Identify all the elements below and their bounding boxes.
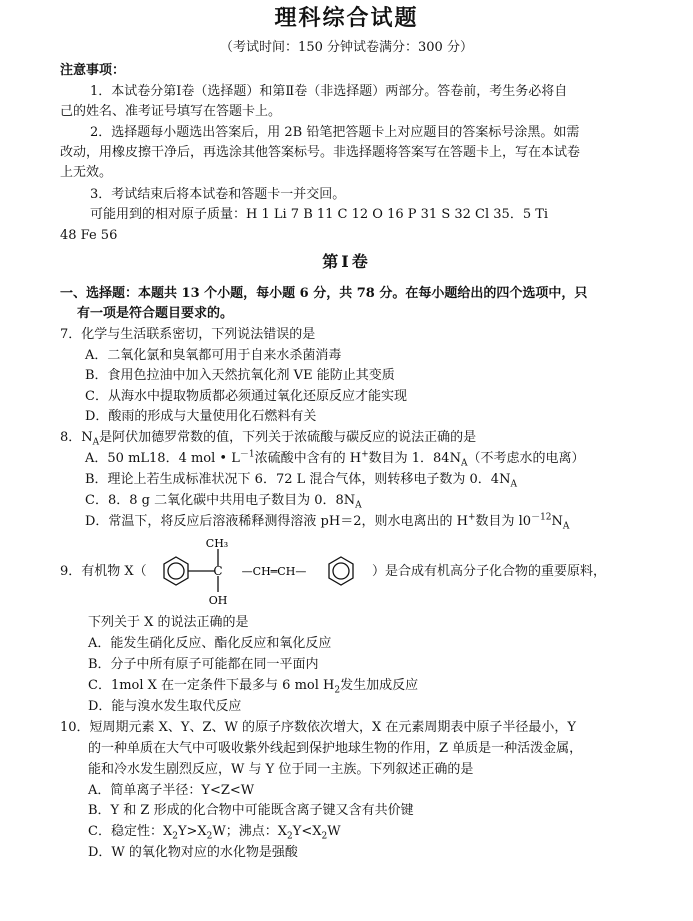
notice-item-1-line-2: 己的姓名、准考证号填写在答题卡上。 [60,104,282,119]
q10-stem-line-1: 10．短周期元素 X、Y、Z、W 的原子序数依次增大，X 在元素周期表中原子半径最小，Y [60,720,577,735]
vinylene-chain-label: —CH═CH— [241,565,307,578]
q10-option-a: A．简单离子半径：Y<Z<W [88,783,255,798]
q10-option-b: B．Y 和 Z 形成的化合物中可能既含离子键又含有共价键 [88,803,414,818]
q9-option-a: A．能发生硝化反应、酯化反应和氧化反应 [88,636,332,651]
q8-option-b: B．理论上若生成标准状况下 6．72 L 混合气体，则转移电子数为 0．$4N_A$ [85,472,517,490]
q7-option-b: B．食用色拉油中加入天然抗氧化剂 VE 能防止其变质 [85,368,395,383]
q7-option-c: C．从海水中提取物质都必须通过氧化还原反应才能实现 [85,389,407,404]
section-heading-line-1: 一、选择题：本题共 13 个小题，每小题 6 分，共 78 分。在每小题给出的四个选项中，只 [60,286,588,301]
notice-item-3: 3．考试结束后将本试卷和答题卡一并交回。 [90,187,346,202]
notice-item-1-line-1: 1．本试卷分第Ⅰ卷（选择题）和第Ⅱ卷（非选择题）两部分。答卷前，考生务必将自 [90,84,568,99]
exam-time-note: （考试时间：150 分钟试卷满分：300 分） [220,40,473,55]
q9-option-c: C．1mol X 在一定条件下最多与 6 mol $H_2$发生加成反应 [88,678,419,696]
notice-heading: 注意事项： [60,63,126,78]
q8-option-c: C．8．8 g 二氧化碳中共用电子数目为 0．$8N_A$ [85,493,362,511]
section-heading-line-2: 有一项是符合题目要求的。 [77,306,234,321]
q7-stem: 7．化学与生活联系密切，下列说法错误的是 [60,327,316,342]
q8-option-d: D．常温下，将反应后溶液稀释测得溶液 pH＝2，则水电离出的 H+数目为 $l0^{-12}N_A$ [85,512,570,532]
notice-item-2-line-2: 改动，用橡皮擦干净后，再选涂其他答案标号。非选择题将答案写在答题卡上，写在本试卷 [60,145,581,160]
q7-option-d: D．酸雨的形成与大量使用化石燃料有关 [85,409,317,424]
q9-stem-prefix: 9．有机物 X（ [60,564,147,579]
q9-stem-line-2: 下列关于 X 的说法正确的是 [88,615,249,630]
notice-item-2-line-1: 2．选择题每小题选出答案后，用 2B 铅笔把答题卡上对应题目的答案标号涂黑。如需 [90,125,580,140]
aromatic-circle-right [333,563,349,579]
volume-title: 第Ⅰ卷 [322,252,371,271]
notice-item-2-line-3: 上无效。 [60,165,113,180]
atomic-masses-line-2: 48 Fe 56 [60,228,118,243]
q9-option-b: B．分子中所有原子可能都在同一平面内 [88,657,319,672]
q10-option-d: D．W 的氧化物对应的水化物是强酸 [88,845,298,860]
methyl-label: CH₃ [205,537,229,550]
q10-stem-line-3: 能和冷水发生剧烈反应，W 与 Y 位于同一主族。下列叙述正确的是 [88,762,474,777]
atomic-masses-line-1: 可能用到的相对原子质量：H 1 Li 7 B 11 C 12 O 16 P 31 S 32 Cl 35．5 Ti [90,207,549,222]
q10-stem-line-2: 的一种单质在大气中可吸收紫外线起到保护地球生物的作用，Z 单质是一种活泼金属， [88,741,583,756]
q8-option-a: A．50 mL18．4 mol • $L^{-1}$浓硫酸中含有的 H+数目为 1．$84N_A$（不考虑水的电离） [85,449,585,469]
q9-stem-suffix: ）是合成有机高分子化合物的重要原料， [372,564,607,579]
page-title: 理科综合试题 [274,5,419,31]
q9-option-d: D．能与溴水发生取代反应 [88,699,242,714]
molecule-structure [150,536,368,608]
q8-stem: 8．$N_A$是阿伏加德罗常数的值，下列关于浓硫酸与碳反应的说法正确的是 [60,430,477,448]
q7-option-a: A．二氧化氯和臭氧都可用于自来水杀菌消毒 [85,348,342,363]
aromatic-circle-left [168,563,184,579]
hydroxyl-label: OH [208,594,228,607]
central-carbon-label: C [213,564,223,578]
q10-option-c: C．稳定性：$X_2Y>X_2W$；沸点：$X_2Y<X_2W$ [88,824,341,842]
